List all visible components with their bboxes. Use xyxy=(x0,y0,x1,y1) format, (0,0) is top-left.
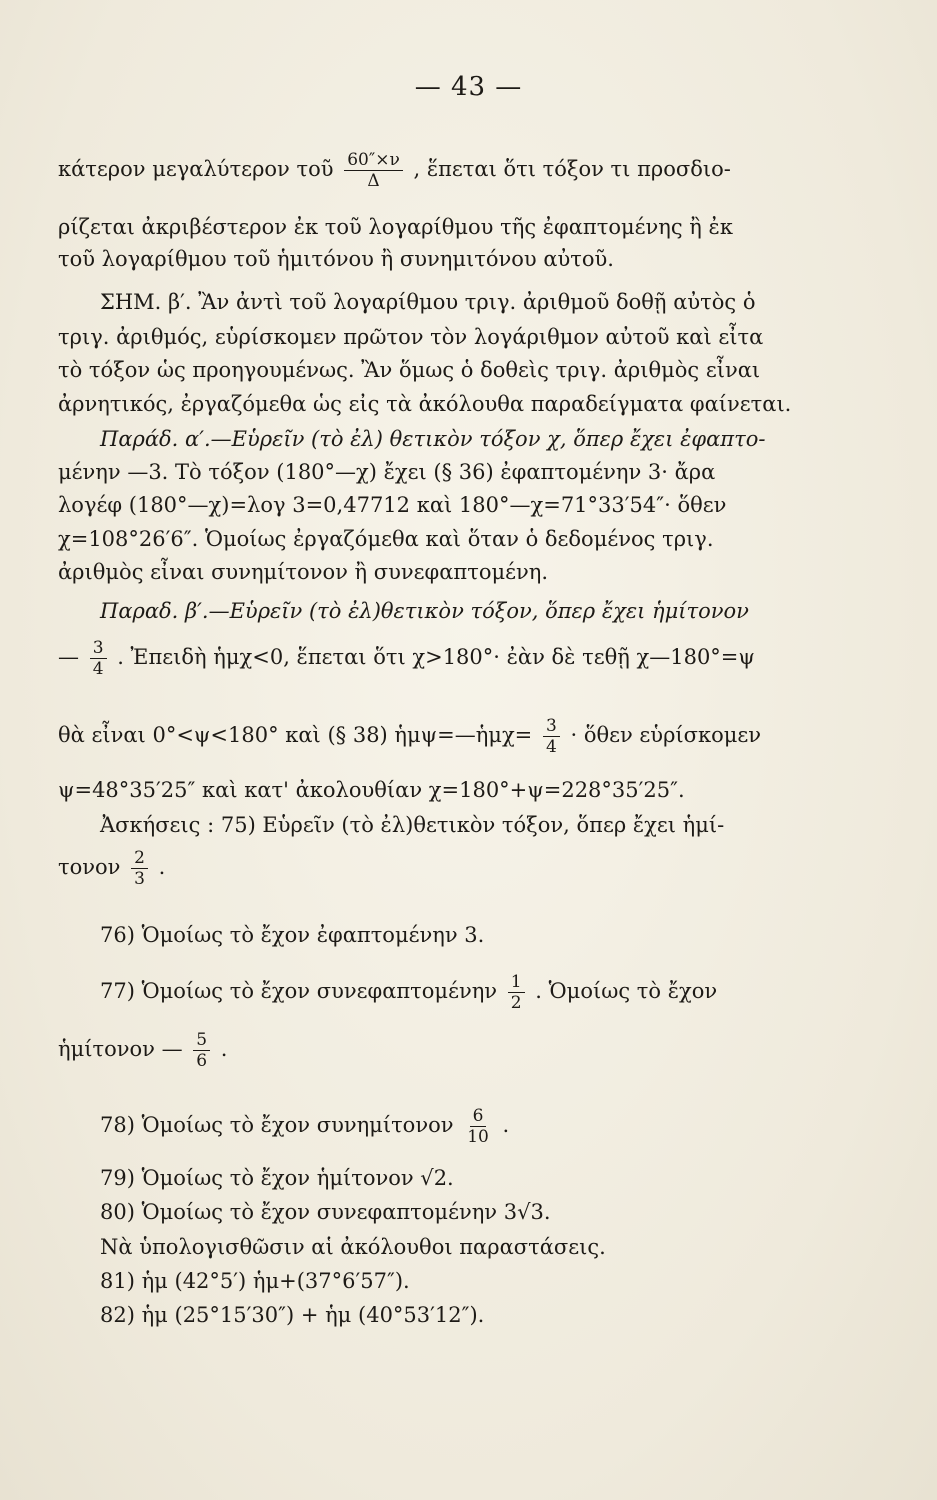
text-line-18 xyxy=(58,848,848,889)
fraction-denominator: 4 xyxy=(92,659,104,679)
exercise-79: 79) Ὁμοίως τὸ ἔχον ἡμίτονον √2. xyxy=(100,1166,454,1190)
fraction-numerator: 2 xyxy=(131,848,148,869)
exercise-81: 81) ἡμ (42°5′) ἡμ+(37°6′57″). xyxy=(100,1269,410,1293)
text-line-10: λογέφ (180°—χ)=λογ 3=0,47712 καὶ 180°—χ=71°33′54″· ὅθεν xyxy=(58,493,727,517)
fraction-denominator: 10 xyxy=(467,1127,489,1147)
exercise-77 xyxy=(100,972,848,1013)
text-line-9: μένην —3. Τὸ τόξον (180°—χ) ἔχει (§ 36) ἐφαπτομένην 3· ἄρα xyxy=(58,460,716,484)
fraction-denominator: 3 xyxy=(134,869,145,889)
text-line-21 xyxy=(58,1030,848,1071)
text-line-3: τοῦ λογαρίθμου τοῦ ἡμιτόνου ἢ συνημιτόνου αὐτοῦ. xyxy=(58,247,614,271)
exercise-80: 80) Ὁμοίως τὸ ἔχον συνεφαπτομένην 3√3. xyxy=(100,1200,551,1224)
line-1-text-a: κάτερον μεγαλύτερον τοῦ xyxy=(58,157,334,181)
fraction-3-over-4 xyxy=(543,716,560,757)
exercise-77-text-a: 77) Ὁμοίως τὸ ἔχον συνεφαπτομένην xyxy=(100,979,498,1003)
fraction-denominator: 4 xyxy=(545,737,557,757)
page-number: — 43 — xyxy=(414,72,523,102)
text-line-6: τὸ τόξον ὡς προηγουμένως. Ἂν ὅμως ὁ δοθεὶς τριγ. ἀριθμὸς εἶναι xyxy=(58,358,761,382)
fraction-5-over-6 xyxy=(193,1030,210,1071)
fraction-3-over-4 xyxy=(90,638,107,679)
line-18-text-a: τονον xyxy=(58,855,121,879)
minus-sign: — xyxy=(58,645,79,669)
fraction-2-over-3 xyxy=(131,848,148,889)
text-line-16: ψ=48°35′25″ καὶ κατ' ἀκολουθίαν χ=180°+ψ=228°35′25″. xyxy=(58,778,685,802)
line-21-text-a: ἡμίτονον — xyxy=(58,1037,183,1061)
exercise-78-text-a: 78) Ὁμοίως τὸ ἔχον συνημίτονον xyxy=(100,1113,454,1137)
example-1-heading: Παράδ. α′.—Εὑρεῖν (τὸ ἐλ) θετικὸν τόξον χ, ὅπερ ἔχει ἐφαπτο- xyxy=(100,427,766,451)
exercise-82: 82) ἡμ (25°15′30″) + ἡμ (40°53′12″). xyxy=(100,1303,485,1327)
fraction-numerator: 3 xyxy=(543,716,560,737)
exercise-78 xyxy=(100,1106,848,1147)
line-15-text-a: θὰ εἶναι 0°<ψ<180° καὶ (§ 38) ἡμψ=—ἡμχ= xyxy=(58,723,533,747)
line-14-text: . Ἐπειδὴ ἡμχ<0, ἕπεται ὅτι χ>180°· ἐὰν δὲ τεθῇ χ—180°=ψ xyxy=(117,645,755,669)
text-line-7: ἀρνητικός, ἐργαζόμεθα ὡς εἰς τὰ ἀκόλουθα παραδείγματα φαίνεται. xyxy=(58,392,792,416)
text-line-2: ρίζεται ἀκριβέστερον ἐκ τοῦ λογαρίθμου τῆς ἐφαπτομένης ἢ ἐκ xyxy=(58,215,733,239)
exercise-77-text-b: . Ὁμοίως τὸ ἔχον xyxy=(535,979,718,1003)
instruction-line: Νὰ ὑπολογισθῶσιν αἱ ἀκόλουθοι παραστάσεις. xyxy=(100,1235,606,1259)
example-2-heading: Παραδ. β′.—Εὑρεῖν (τὸ ἐλ)θετικὸν τόξον, ὅπερ ἔχει ἡμίτονον xyxy=(100,599,749,623)
line-18-text-b: . xyxy=(158,855,166,879)
fraction-6-over-10 xyxy=(464,1106,492,1147)
text-line-12: ἀριθμὸς εἶναι συνημίτονον ἢ συνεφαπτομένη. xyxy=(58,560,549,584)
text-line-14 xyxy=(58,638,848,679)
text-line-11: χ=108°26′6″. Ὁμοίως ἐργαζόμεθα καὶ ὅταν ὁ δεδομένος τριγ. xyxy=(58,527,714,551)
fraction-1-over-2 xyxy=(508,972,525,1013)
fraction-numerator: 5 xyxy=(193,1030,210,1051)
text-line-1 xyxy=(58,150,848,191)
fraction-denominator: 6 xyxy=(196,1051,208,1071)
fraction-numerator: 3 xyxy=(90,638,107,659)
line-21-text-b: . xyxy=(220,1037,228,1061)
fraction-numerator: 1 xyxy=(508,972,525,993)
fraction-denominator: Δ xyxy=(367,171,380,191)
text-line-5: τριγ. ἀριθμός, εὑρίσκομεν πρῶτον τὸν λογάριθμον αὐτοῦ καὶ εἶτα xyxy=(58,325,764,349)
fraction-numerator: 6 xyxy=(470,1106,487,1127)
text-line-15 xyxy=(58,716,848,757)
fraction-denominator: 2 xyxy=(510,993,522,1013)
fraction-numerator: 60″×ν xyxy=(344,150,403,171)
exercise-78-text-b: . xyxy=(502,1113,510,1137)
exercises-heading: Ἀσκήσεις : 75) Εὑρεῖν (τὸ ἐλ)θετικὸν τόξον, ὅπερ ἔχει ἡμί- xyxy=(100,813,725,837)
note-heading-line: ΣΗΜ. β′. Ἂν ἀντὶ τοῦ λογαρίθμου τριγ. ἀριθμοῦ δοθῇ αὐτὸς ὁ xyxy=(100,290,756,314)
exercise-76: 76) Ὁμοίως τὸ ἔχον ἐφαπτομένην 3. xyxy=(100,923,485,947)
line-15-text-b: · ὅθεν εὑρίσκομεν xyxy=(570,723,762,747)
line-1-text-b: , ἕπεται ὅτι τόξον τι προσδιο- xyxy=(413,157,731,181)
fraction-60-v-over-delta xyxy=(344,150,403,191)
